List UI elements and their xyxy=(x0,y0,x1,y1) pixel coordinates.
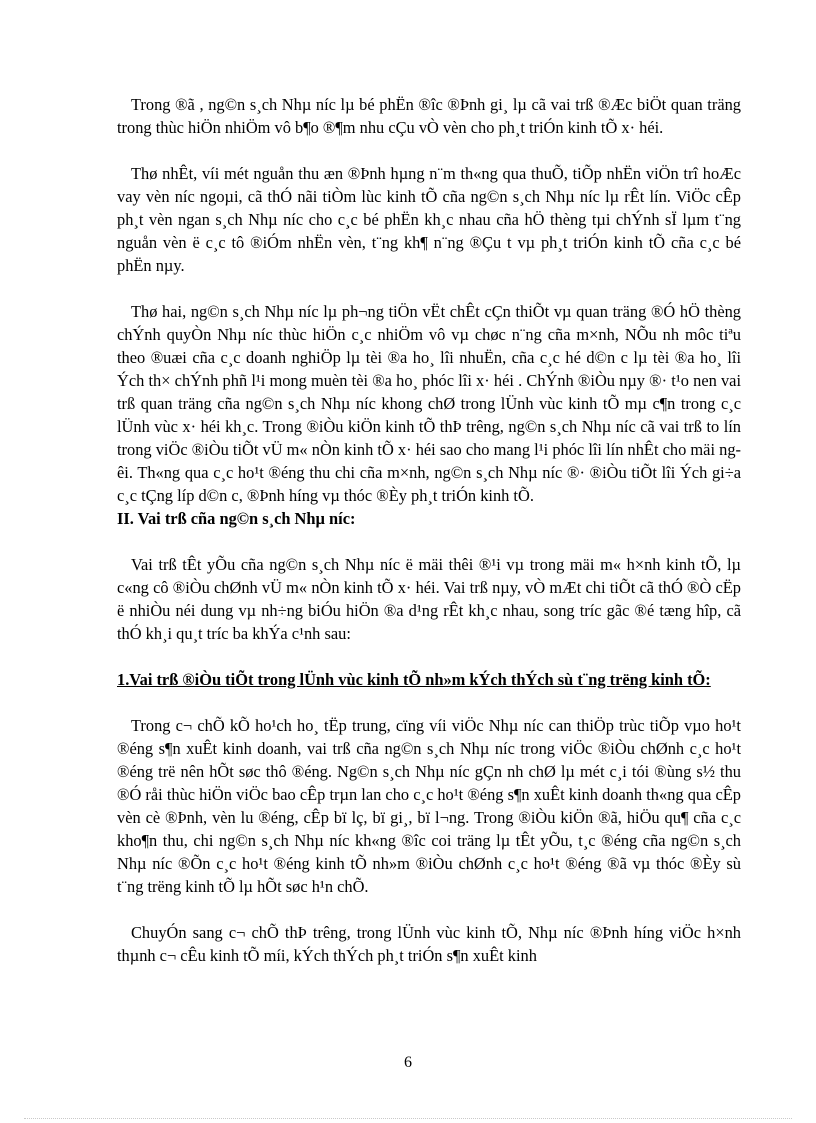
document-body xyxy=(117,93,741,967)
paragraph-spacer xyxy=(117,691,741,714)
paragraph-market-economy: ChuyÓn sang c¬ chÕ thÞ trêng, trong lÜnh vùc kinh tÕ, Nhµ níc ®Þnh híng viÖc h×nh thµnh c¬ cÊu kinh tÕ míi, kÝch thÝch ph¸t triÓn s¶n xuÊt kinh xyxy=(117,923,741,965)
paragraph-intro: Trong ®ã , ng©n s¸ch Nhµ níc lµ bé phËn ®îc ®Þnh gi¸ lµ cã vai trß ®Æc biÖt quan träng trong thùc hiÖn nhiÖm vô b¶o ®¶m nhu cÇu vÒ vèn cho ph¸t triÓn kinh tÕ x· héi. xyxy=(117,95,741,137)
paragraph-second-role: Thø hai, ng©n s¸ch Nhµ níc lµ ph¬ng tiÖn vËt chÊt cÇn thiÕt vµ quan träng ®Ó hÖ thèng chÝnh quyÒn Nhµ níc thùc hiÖn c¸c nhiÖm vô vµ chøc n¨ng cña m×nh, NÕu nh môc tiªu theo ®uæi cña c¸c doanh nghiÖp lµ tèi ®a ho¸ lîi nhuËn, cña c¸c hé d©n c lµ tèi ®a ho¸ lîi Ých th× chÝnh phñ l¹i mong muèn tèi ®a ho¸ phóc lîi x· héi . ChÝnh ®iÒu nµy ®· t¹o nen vai trß quan träng cña ng©n s¸ch Nhµ níc khong chØ trong lÜnh vùc kinh tÕ mµ c¶n trong c¸c lÜnh vùc x· héi kh¸c. Trong ®iÒu kiÖn kinh tÕ thÞ trêng, ng©n s¸ch Nhµ níc cã vai trß to lín trong viÖc ®iÒu tiÕt vÜ m« nÒn kinh tÕ x· héi sao cho mang l¹i phóc lîi lín nhÊt cho mäi ngêi. Th«ng qua c¸c ho¹t ®éng thu chi cña m×nh, ng©n s¸ch Nhµ níc ®· ®iÒu tiÕt lîi Ých gi÷a c¸c tÇng líp d©n c, ®Þnh híng vµ thóc ®Èy ph¸t triÓn kinh tÕ. xyxy=(117,302,741,505)
page-number: 6 xyxy=(404,1054,412,1071)
paragraph-spacer xyxy=(117,645,741,668)
paragraph-spacer xyxy=(117,277,741,300)
subsection-heading-1: 1.Vai trß ®iÒu tiÕt trong lÜnh vùc kinh tÕ nh»m kÝch thÝch sù t¨ng trëng kinh tÕ: xyxy=(117,670,711,689)
paragraph-essential-role: Vai trß tÊt yÕu cña ng©n s¸ch Nhµ níc ë mäi thêi ®¹i vµ trong mäi m« h×nh kinh tÕ, lµ c«ng cô ®iÒu chØnh vÜ m« nÒn kinh tÕ x· héi. Vai trß nµy, vÒ mÆt chi tiÕt cã thÓ ®Ò cËp ë nhiÒu néi dung vµ nh÷ng biÓu hiÖn ®a d¹ng rÊt kh¸c nhau, song tríc gãc ®é tæng hîp, cã thÓ kh¸i qu¸t tríc ba khÝa c¹nh sau: xyxy=(117,555,741,643)
paragraph-spacer xyxy=(117,530,741,553)
paragraph-planned-economy: Trong c¬ chÕ kÕ ho¹ch ho¸ tËp trung, cïng víi viÖc Nhµ níc can thiÖp trùc tiÕp vµo ho¹t ®éng s¶n xuÊt kinh doanh, vai trß cña ng©n s¸ch Nhµ níc trong viÖc ®iÒu chØnh c¸c ho¹t ®éng trë nên hÕt søc thô ®éng. Ng©n s¸ch Nhµ níc gÇn nh chØ lµ mét c¸i tói ®ùng s½ thu ®Ó råi thùc hiÖn viÖc bao cÊp trµn lan cho c¸c ho¹t ®éng s¶n xuÊt kinh doanh th«ng qua cÊp vèn cè ®Þnh, vèn lu ®éng, cÊp bï lç, bï gi¸, bï l¬ng. Trong ®iÒu kiÖn ®ã, hiÖu qu¶ cña c¸c kho¶n thu, chi ng©n s¸ch Nhµ níc kh«ng ®îc coi träng lµ tÊt yÕu, t¸c ®éng cña ng©n s¸ch Nhµ níc ®Õn c¸c ho¹t ®éng kinh tÕ nh»m ®iÒu chØnh c¸c ho¹t ®éng ®ã vµ thóc ®Èy sù t¨ng trëng kinh tÕ lµ hÕt søc h¹n chÕ. xyxy=(117,716,741,896)
paragraph-spacer xyxy=(117,139,741,162)
page-bottom-border xyxy=(24,1118,792,1119)
section-heading-ii: II. Vai trß cña ng©n s¸ch Nhµ níc: xyxy=(117,509,356,528)
paragraph-first-role: Thø nhÊt, víi mét nguån thu æn ®Þnh hµng n¨m th«ng qua thuÕ, tiÕp nhËn viÖn trî hoÆc vay vèn níc ngoµi, cã thÓ nãi tiÒm lùc kinh tÕ cña ng©n s¸ch Nhµ níc lµ rÊt lín. ViÖc cÊp ph¸t vèn ngan s¸ch Nhµ níc cho c¸c bé phËn kh¸c nhau cña hÖ thèng tµi chÝnh sÏ lµm t¨ng nguån vèn ë c¸c tô ®iÓm nhËn vèn, t¨ng kh¶ n¨ng ®Çu t vµ ph¸t triÓn kinh tÕ cña c¸c bé phËn nµy. xyxy=(117,164,741,275)
paragraph-spacer xyxy=(117,898,741,921)
